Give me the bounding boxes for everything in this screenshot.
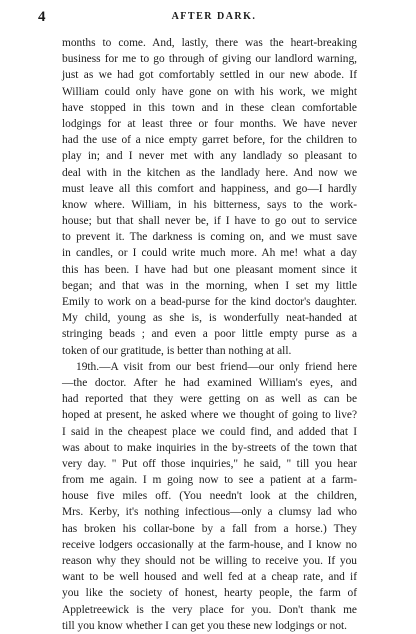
page-number: 4 [38, 9, 46, 25]
page-header [38, 6, 390, 28]
text-line: very day. " Put off those inquiries," he said, " till you hear [62, 457, 357, 470]
paragraph [62, 35, 357, 359]
text-line: want to be well housed and well fed at a cheap rate, and if [62, 571, 357, 584]
text-line: house five miles off. (You needn't look at the children, [62, 490, 357, 503]
text-line: this has been. I have had but one pleasant moment since it [62, 263, 357, 276]
text-line: just as we had got comfortably settled in our new abode. If [62, 69, 357, 82]
text-line: My child, young as she is, is wonderfully neat-handed at [62, 312, 357, 325]
paragraph [62, 359, 357, 634]
body-text [62, 35, 357, 634]
running-head: AFTER DARK. [171, 11, 257, 22]
text-line: 19th.—A visit from our best friend—our only friend here [76, 360, 357, 373]
text-line: had the use of a nice empty garret before, for the children to [62, 134, 357, 147]
text-line: had reported that they were getting on as well as can be [62, 393, 357, 406]
text-line: in candles, or I could write much more. Ah me! what a day [62, 247, 357, 260]
text-line: till you know whether I can get you these new lodgings or not. [62, 619, 348, 632]
text-line: business for me to go through of giving our landlord warning, [62, 53, 357, 66]
text-line: I said in the cheapest place we could find, and added that I [62, 425, 357, 438]
text-line: know where. William, in his bitterness, says to the work- [62, 198, 357, 211]
text-line: have stopped in this town and in these clean comfortable [62, 101, 357, 114]
text-line: began; and that was in the morning, when I set my little [62, 279, 357, 292]
text-line: Emily to work on a bead-purse for the kind doctor's daughter. [62, 296, 357, 308]
text-line: William could only have gone on with his work, we might [62, 85, 357, 98]
text-line: house; but that shall never be, if I have to go out to service [62, 215, 357, 228]
text-line: months to come. And, lastly, there was the heart-breaking [62, 37, 357, 49]
text-line: was about to make inquiries in the by-streets of the town that [62, 441, 357, 454]
text-line: must leave all this comfort and happiness, and go—I hardly [62, 182, 357, 195]
text-line: token of our gratitude, is better than nothing at all. [62, 344, 292, 357]
text-line: —the doctor. After he had examined William's eyes, and [62, 376, 357, 389]
text-line: hoped at present, he asked where we thought of going to live? [62, 409, 357, 422]
text-line: Appletreewick is the very place for you. Don't thank me [62, 603, 357, 616]
text-line: receive lodgers occasionally at the farm-house, and I know no [62, 538, 357, 551]
text-line: to prevent it. The darkness is coming on, and we must save [62, 231, 357, 244]
text-line: play in; and I never met with any landlady so pleasant to [62, 150, 357, 163]
text-line: deal with in the kitchen as the landlady here. And now we [62, 166, 357, 179]
text-line: from me again. I m going now to see a patient at a farm- [62, 474, 357, 487]
text-line: reason why they should not be willing to receive you. If you [62, 555, 357, 567]
text-line: has broken his collar-bone by a fall from a horse.) They [62, 522, 357, 535]
text-line: you like the society of honest, hearty people, the farm of [62, 587, 357, 600]
text-line: lodgings for at least three or four months. We have never [62, 117, 357, 130]
text-line: stringing beads ; and even a poor little empty purse as a [62, 328, 357, 341]
text-line: Mrs. Kerby, it's nothing infectious—only a clumsy lad who [62, 506, 357, 519]
